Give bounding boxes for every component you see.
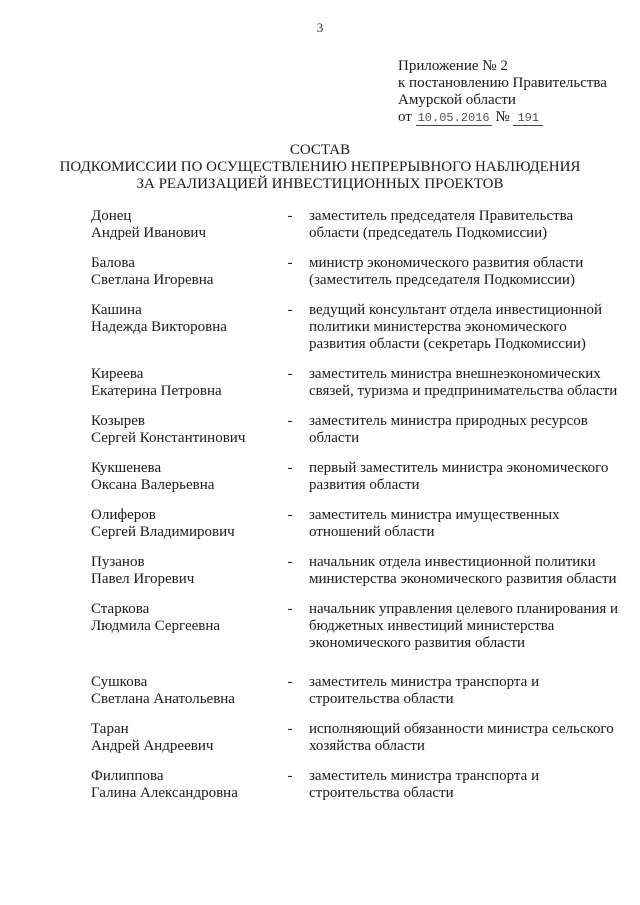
member-role-line: хозяйства области: [309, 738, 425, 754]
member-given-names: Галина Александровна: [91, 785, 238, 801]
member-role: [309, 413, 609, 447]
member-role: [309, 601, 619, 652]
member-surname: Киреева: [91, 366, 144, 382]
appendix-line-1: Приложение № 2: [398, 58, 508, 74]
appendix-line-2: к постановлению Правительства: [398, 75, 607, 91]
member-role: [309, 768, 609, 802]
member-role-line: развития области: [309, 477, 420, 493]
member-dash: -: [287, 768, 293, 784]
member-role: [309, 674, 609, 708]
member-name: [91, 208, 281, 242]
title-line-1: СОСТАВ: [289, 142, 351, 158]
member-dash: -: [287, 721, 293, 737]
member-given-names: Людмила Сергеевна: [91, 618, 221, 634]
member-name: [91, 507, 281, 541]
member-role: [309, 366, 618, 400]
member-given-names: Павел Игоревич: [91, 571, 195, 587]
member-dash: -: [287, 208, 293, 224]
member-role-line: развития области (секретарь Подкомиссии): [309, 336, 586, 352]
member-surname: Кукшенева: [91, 460, 162, 476]
member-role-line: заместитель министра внешнеэкономических: [309, 366, 601, 382]
member-row: [0, 601, 640, 652]
member-name: [91, 460, 281, 494]
member-role-line: (заместитель председателя Подкомиссии): [309, 272, 575, 288]
member-dash: -: [287, 366, 293, 382]
appendix-date-line: [398, 109, 628, 127]
member-role-line: области (председатель Подкомиссии): [309, 225, 548, 241]
member-given-names: Андрей Андреевич: [91, 738, 214, 754]
member-surname: Старкова: [91, 601, 150, 617]
member-role: [309, 460, 609, 494]
member-row: [0, 554, 640, 588]
member-name: [91, 554, 281, 588]
member-role: [309, 302, 609, 353]
member-given-names: Надежда Викторовна: [91, 319, 227, 335]
member-dash: -: [287, 507, 293, 523]
document-title: [0, 142, 640, 193]
number-sign: №: [495, 109, 510, 125]
member-name: [91, 674, 281, 708]
member-row: [0, 413, 640, 447]
member-dash: -: [287, 554, 293, 570]
member-role-line: строительства области: [309, 785, 454, 801]
member-given-names: Екатерина Петровна: [91, 383, 222, 399]
member-dash: -: [287, 302, 293, 318]
appendix-line-3: Амурской области: [398, 92, 516, 108]
member-role: [309, 255, 609, 289]
member-role-line: заместитель министра имущественных: [309, 507, 560, 523]
member-surname: Олиферов: [91, 507, 156, 523]
member-role-line: министерства экономического развития области: [309, 571, 617, 587]
document-date: 10.05.2016: [417, 111, 490, 125]
title-line-3: ЗА РЕАЛИЗАЦИЕЙ ИНВЕСТИЦИОННЫХ ПРОЕКТОВ: [136, 176, 504, 192]
member-surname: Пузанов: [91, 554, 145, 570]
member-surname: Кашина: [91, 302, 142, 318]
member-name: [91, 255, 281, 289]
member-surname: Балова: [91, 255, 135, 271]
member-name: [91, 721, 281, 755]
appendix-header: [398, 58, 628, 127]
member-role-line: заместитель министра природных ресурсов: [309, 413, 588, 429]
member-row: [0, 721, 640, 755]
member-surname: Таран: [91, 721, 129, 737]
member-given-names: Сергей Константинович: [91, 430, 246, 446]
member-role-line: исполняющий обязанности министра сельского: [309, 721, 614, 737]
member-row: [0, 460, 640, 494]
member-role-line: отношений области: [309, 524, 435, 540]
member-role: [309, 721, 614, 755]
member-role-line: заместитель председателя Правительства: [309, 208, 574, 224]
member-role-line: заместитель министра транспорта и: [309, 768, 540, 784]
date-prefix: от: [398, 109, 412, 125]
member-role-line: министр экономического развития области: [309, 255, 584, 271]
member-role: [309, 554, 617, 588]
member-role-line: бюджетных инвестиций министерства: [309, 618, 555, 634]
page-number: 3: [316, 20, 324, 35]
member-dash: -: [287, 460, 293, 476]
member-surname: Сушкова: [91, 674, 148, 690]
member-role-line: начальник отдела инвестиционной политики: [309, 554, 596, 570]
member-given-names: Андрей Иванович: [91, 225, 206, 241]
member-list: [0, 208, 640, 815]
member-surname: Козырев: [91, 413, 146, 429]
member-dash: -: [287, 674, 293, 690]
member-role-line: ведущий консультант отдела инвестиционной: [309, 302, 603, 318]
member-name: [91, 768, 281, 802]
title-line-2: ПОДКОМИССИИ ПО ОСУЩЕСТВЛЕНИЮ НЕПРЕРЫВНОГО НАБЛЮДЕНИЯ: [59, 159, 581, 175]
member-row: [0, 255, 640, 289]
member-given-names: Светлана Игоревна: [91, 272, 214, 288]
member-row: [0, 674, 640, 708]
member-given-names: Сергей Владимирович: [91, 524, 235, 540]
member-row: [0, 768, 640, 802]
member-role-line: связей, туризма и предпринимательства области: [309, 383, 618, 399]
member-row: [0, 366, 640, 400]
member-role-line: начальник управления целевого планирования и: [309, 601, 619, 617]
member-role-line: заместитель министра транспорта и: [309, 674, 540, 690]
member-surname: Филиппова: [91, 768, 164, 784]
member-dash: -: [287, 601, 293, 617]
member-role: [309, 208, 609, 242]
member-dash: -: [287, 413, 293, 429]
member-given-names: Светлана Анатольевна: [91, 691, 235, 707]
member-role-line: экономического развития области: [309, 635, 526, 651]
member-role: [309, 507, 609, 541]
member-role-line: политики министерства экономического: [309, 319, 567, 335]
member-name: [91, 366, 281, 400]
member-role-line: первый заместитель министра экономического: [309, 460, 609, 476]
member-given-names: Оксана Валерьевна: [91, 477, 215, 493]
member-role-line: области: [309, 430, 360, 446]
member-surname: Донец: [91, 208, 132, 224]
document-number: 191: [513, 111, 543, 126]
member-dash: -: [287, 255, 293, 271]
member-row: [0, 208, 640, 242]
member-row: [0, 302, 640, 353]
member-role-line: строительства области: [309, 691, 454, 707]
member-name: [91, 302, 281, 336]
member-name: [91, 413, 281, 447]
member-row: [0, 507, 640, 541]
member-name: [91, 601, 281, 635]
